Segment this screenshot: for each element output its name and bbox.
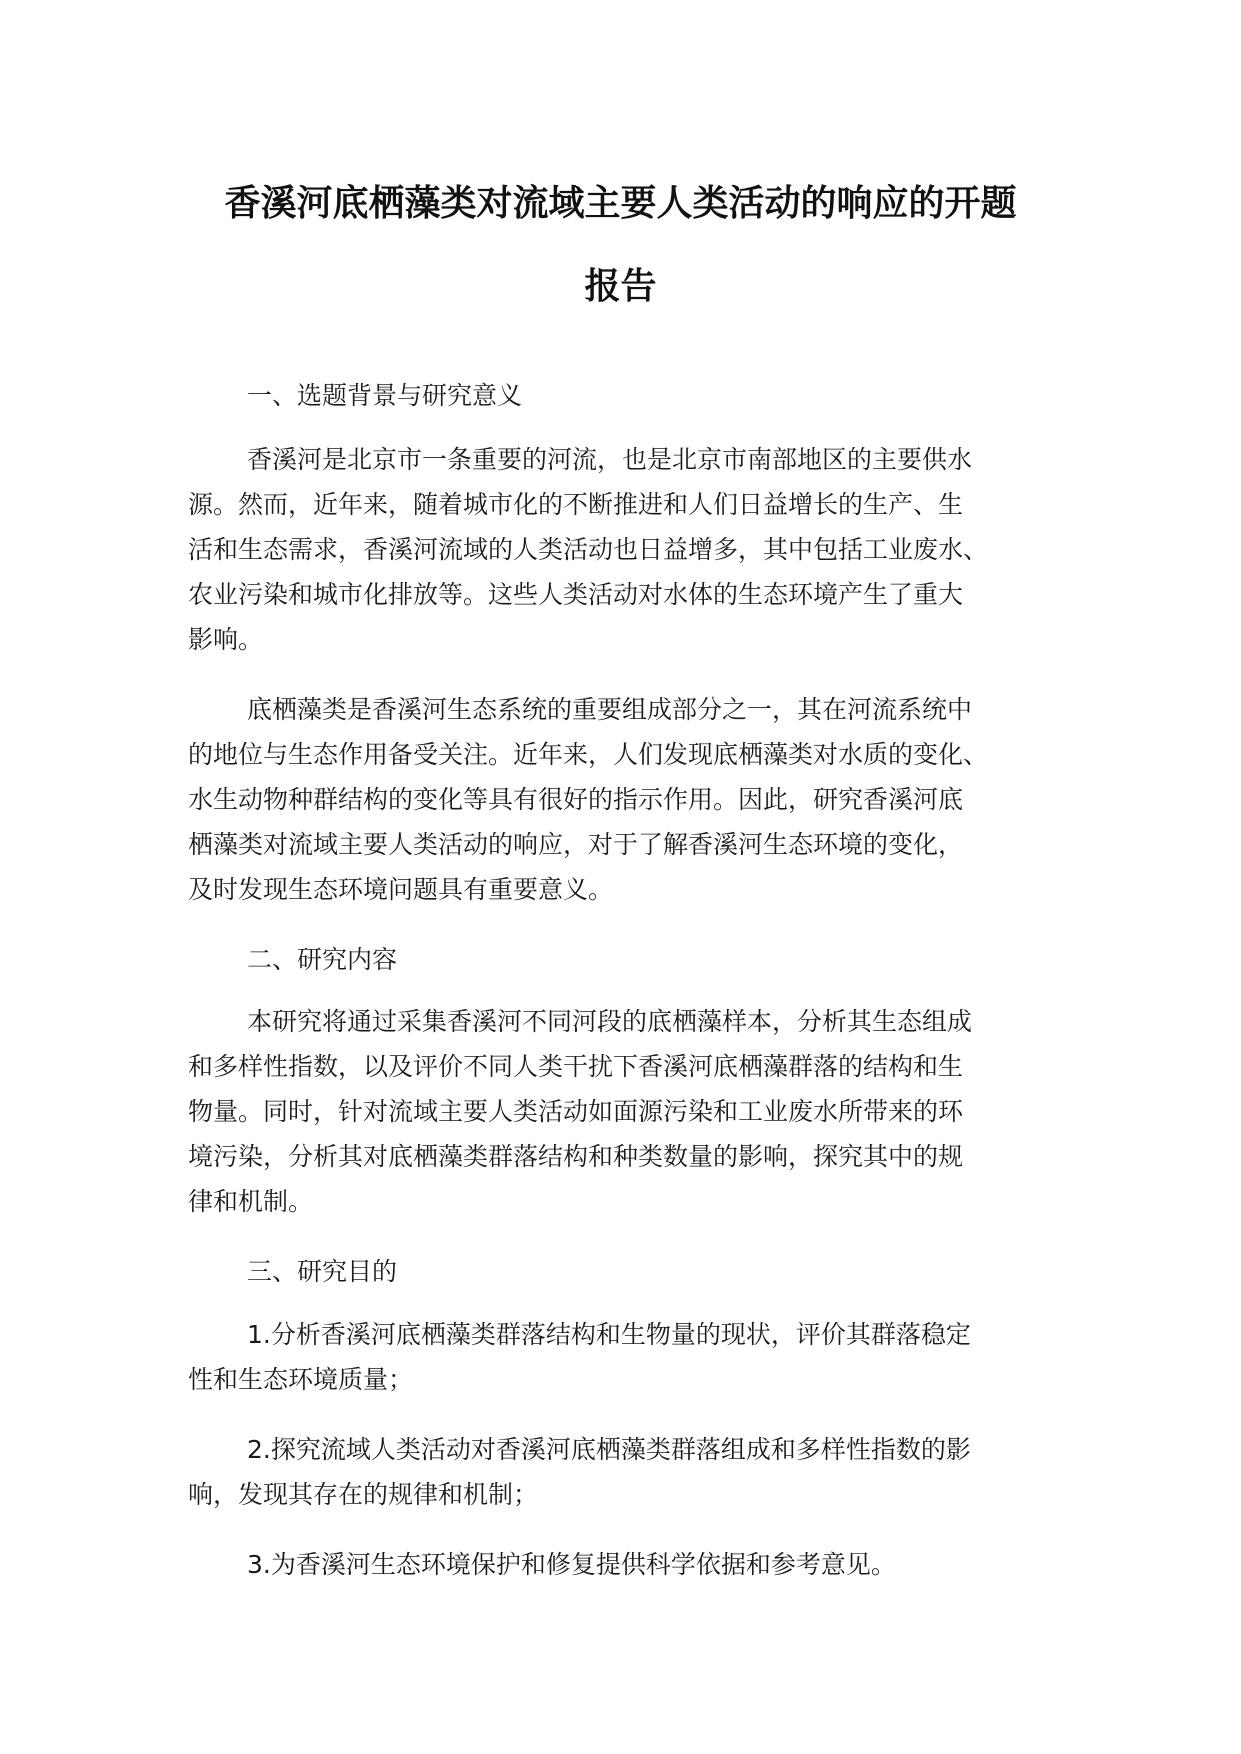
section-heading-2: 二、研究内容 bbox=[247, 945, 398, 974]
list-item-line: 2.探究流域人类活动对香溪河底栖藻类群落组成和多样性指数的影 bbox=[247, 1435, 971, 1464]
paragraph-line: 律和机制。 bbox=[188, 1187, 314, 1216]
paragraph-line: 物量。同时，针对流域主要人类活动如面源污染和工业废水所带来的环 bbox=[188, 1097, 964, 1126]
paragraph-line: 香溪河是北京市一条重要的河流，也是北京市南部地区的主要供水 bbox=[247, 445, 973, 474]
list-item-line: 1.分析香溪河底栖藻类群落结构和生物量的现状，评价其群落稳定 bbox=[247, 1320, 971, 1349]
paragraph-line: 水生动物种群结构的变化等具有很好的指示作用。因此，研究香溪河底 bbox=[188, 785, 964, 814]
paragraph-line: 境污染，分析其对底栖藻类群落结构和种类数量的影响，探究其中的规 bbox=[188, 1142, 964, 1171]
paragraph-line: 底栖藻类是香溪河生态系统的重要组成部分之一，其在河流系统中 bbox=[247, 695, 973, 724]
list-item-line: 性和生态环境质量； bbox=[188, 1365, 414, 1394]
paragraph-line: 及时发现生态环境问题具有重要意义。 bbox=[188, 875, 614, 904]
list-item-line: 3.为香溪河生态环境保护和修复提供科学依据和参考意见。 bbox=[247, 1550, 896, 1579]
paragraph-line: 和多样性指数，以及评价不同人类干扰下香溪河底栖藻群落的结构和生 bbox=[188, 1052, 964, 1081]
paragraph-line: 本研究将通过采集香溪河不同河段的底栖藻样本，分析其生态组成 bbox=[247, 1007, 973, 1036]
document-title-line-1: 香溪河底栖藻类对流域主要人类活动的响应的开题 bbox=[224, 183, 1017, 224]
section-heading-3: 三、研究目的 bbox=[247, 1257, 398, 1286]
paragraph-line: 栖藻类对流域主要人类活动的响应，对于了解香溪河生态环境的变化， bbox=[188, 830, 964, 859]
paragraph-line: 活和生态需求，香溪河流域的人类活动也日益增多，其中包括工业废水、 bbox=[188, 535, 989, 564]
paragraph-line: 源。然而，近年来，随着城市化的不断推进和人们日益增长的生产、生 bbox=[188, 490, 964, 519]
section-heading-1: 一、选题背景与研究意义 bbox=[247, 381, 523, 410]
paragraph-line: 农业污染和城市化排放等。这些人类活动对水体的生态环境产生了重大 bbox=[188, 580, 964, 609]
paragraph-line: 的地位与生态作用备受关注。近年来，人们发现底栖藻类对水质的变化、 bbox=[188, 740, 989, 769]
paragraph-line: 影响。 bbox=[188, 625, 264, 654]
document-title-line-2: 报告 bbox=[584, 266, 657, 307]
list-item-line: 响，发现其存在的规律和机制； bbox=[188, 1480, 539, 1509]
